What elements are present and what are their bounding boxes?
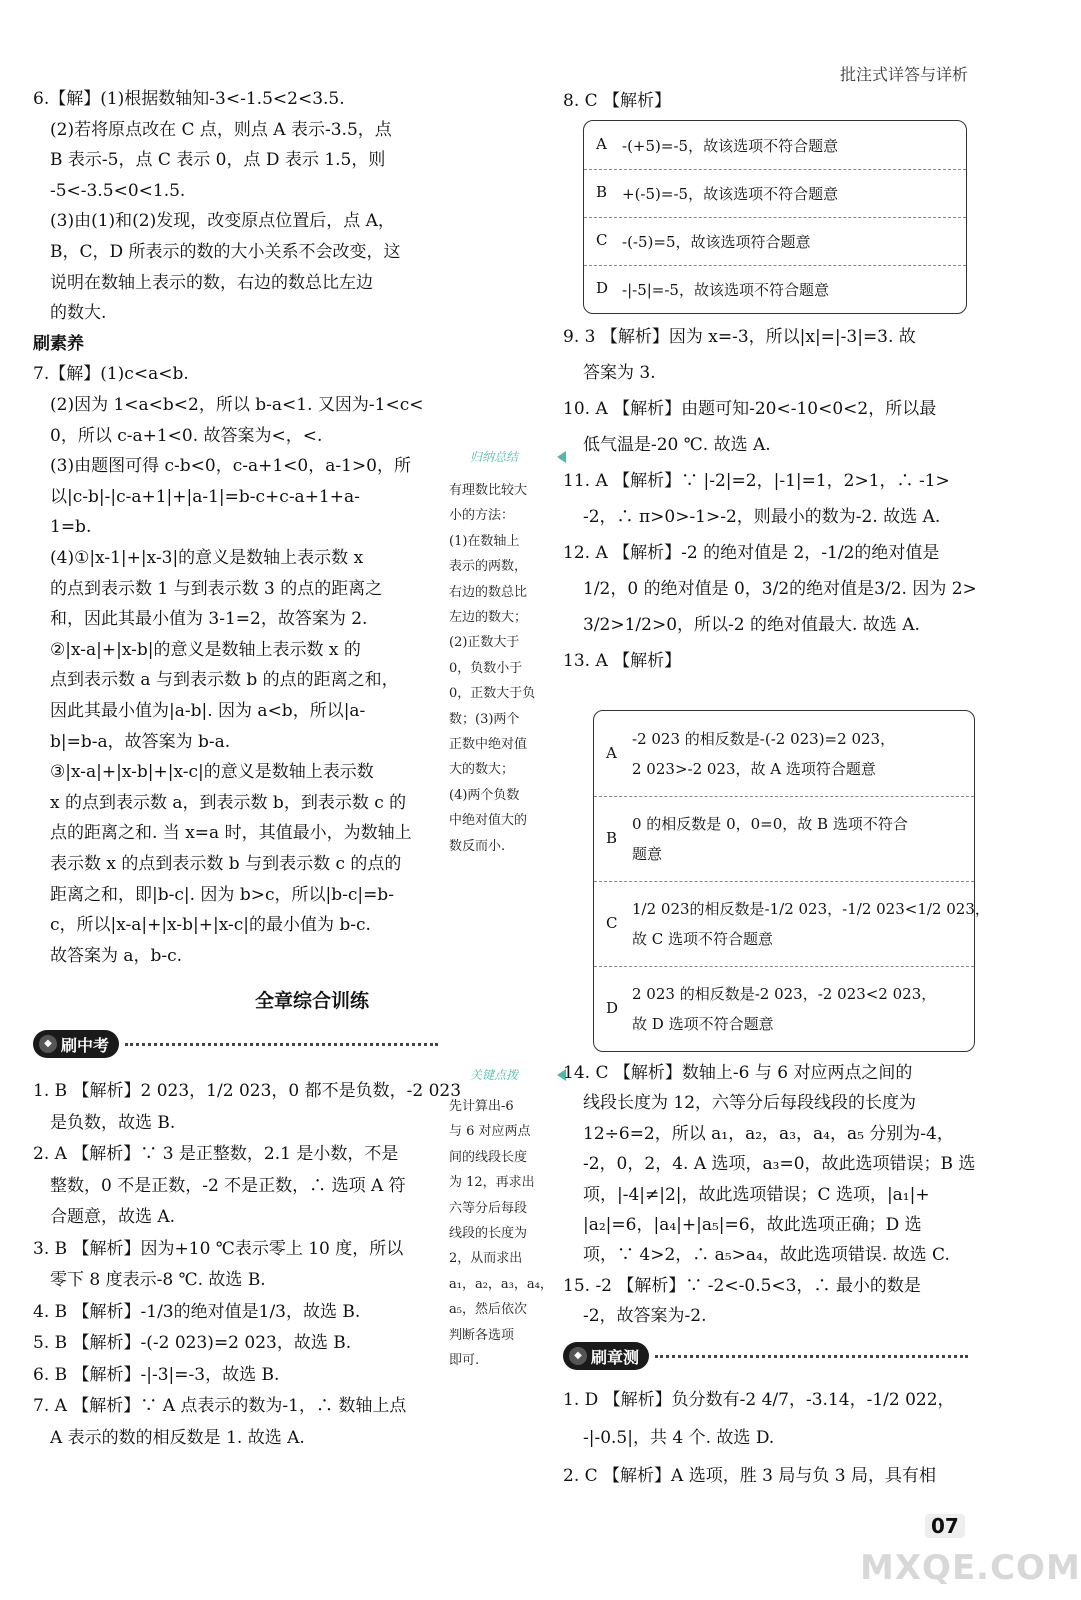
dotted-rule bbox=[655, 1355, 968, 1358]
watermark-logo: MXQE.COM bbox=[860, 1548, 1081, 1588]
text-line: 说明在数轴上表示的数，右边的数总比左边 bbox=[50, 272, 373, 293]
text-line: 距离之和，即|b-c|. 因为 b>c，所以|b-c|=b- bbox=[50, 884, 394, 905]
text-line: 2. A 【解析】∵ 3 是正整数，2.1 是小数，不是 bbox=[33, 1144, 399, 1164]
option-row bbox=[594, 711, 974, 797]
option-row bbox=[594, 796, 974, 882]
text-line: 2. C 【解析】A 选项，胜 3 局与负 3 局，具有相 bbox=[563, 1466, 936, 1486]
text-line: 14. C 【解析】数轴上-6 与 6 对应两点之间的 bbox=[563, 1063, 913, 1083]
badge-icon: ◆ bbox=[39, 1035, 57, 1053]
text-line: -5<-3.5<0<1.5. bbox=[50, 180, 186, 201]
option-label: B bbox=[596, 183, 608, 201]
text-line: 1. B 【解析】2 023，1/2 023，0 都不是负数，-2 023 bbox=[33, 1081, 462, 1101]
text-line: 整数，0 不是正数，-2 不是正数，∴ 选项 A 符 bbox=[50, 1175, 406, 1196]
text-line: 项，|-4|≠|2|，故此选项错误；C 选项，|a₁|+ bbox=[583, 1184, 930, 1205]
chapter-title: 全章综合训练 bbox=[255, 990, 370, 1012]
note-line: 六等分后每段 bbox=[449, 1200, 528, 1216]
text-line: 刷素养 bbox=[33, 333, 84, 354]
option-row bbox=[594, 881, 990, 967]
note-line: 大的数大； bbox=[449, 762, 515, 778]
option-text: -(+5)=-5，故该选项不符合题意 bbox=[622, 137, 839, 155]
option-row bbox=[584, 217, 966, 266]
text-line: 5. B 【解析】-(-2 023)=2 023，故选 B. bbox=[33, 1333, 352, 1353]
note-line: a₅，然后依次 bbox=[449, 1302, 527, 1318]
text-line: |a₂|=6，|a₄|+|a₅|=6，故此选项正确；D 选 bbox=[583, 1215, 922, 1235]
text-line: 3/2>1/2>0，所以-2 的绝对值最大. 故选 A. bbox=[583, 615, 920, 635]
badge-icon: ◆ bbox=[569, 1347, 587, 1365]
banner-label: 刷中考 bbox=[61, 1035, 110, 1055]
text-line: 的数大. bbox=[50, 303, 107, 324]
text-line: -2，故答案为-2. bbox=[583, 1306, 707, 1327]
text-line: 合题意，故选 A. bbox=[50, 1207, 176, 1227]
note-line: 2，从而求出 bbox=[449, 1251, 523, 1267]
note-line: 0，负数小于 bbox=[449, 660, 523, 676]
text-line: 0，所以 c-a+1<0. 故答案为<，<. bbox=[50, 425, 323, 446]
text-line: -|-0.5|，共 4 个. 故选 D. bbox=[583, 1428, 775, 1448]
option-text: 题意 bbox=[632, 844, 663, 863]
option-text: 故 D 选项不符合题意 bbox=[632, 1014, 774, 1033]
option-text: -2 023 的相反数是-(-2 023)=2 023， bbox=[632, 729, 896, 748]
note-line: (2)正数大于 bbox=[449, 635, 520, 651]
note-line: 即可. bbox=[449, 1353, 480, 1368]
text-line: ②|x-a|+|x-b|的意义是数轴上表示数 x 的 bbox=[50, 639, 361, 660]
text-line: b|=b-a，故答案为 b-a. bbox=[50, 731, 231, 752]
text-line: 3. B 【解析】因为+10 ℃表示零上 10 度，所以 bbox=[33, 1238, 404, 1259]
option-label: C bbox=[596, 231, 608, 249]
text-line: 和，因此其最小值为 3-1=2，故答案为 2. bbox=[50, 609, 368, 630]
option-label: D bbox=[596, 279, 609, 297]
note-line: 为 12，再求出 bbox=[449, 1175, 535, 1191]
text-line: 12. A 【解析】-2 的绝对值是 2，-1/2的绝对值是 bbox=[563, 543, 940, 563]
text-line: 线段长度为 12，六等分后每段线段的长度为 bbox=[583, 1093, 917, 1114]
text-line: 低气温是-20 ℃. 故选 A. bbox=[583, 435, 771, 455]
q8-heading: 8. C 【解析】 bbox=[563, 91, 672, 111]
note-line: (4)两个负数 bbox=[449, 787, 520, 803]
text-line: c，所以|x-a|+|x-b|+|x-c|的最小值为 b-c. bbox=[50, 915, 371, 936]
page-number: 07 bbox=[925, 1514, 965, 1538]
dotted-rule bbox=[125, 1043, 438, 1046]
text-line: 点的距离之和. 当 x=a 时，其值最小，为数轴上 bbox=[50, 823, 412, 844]
text-line: 6. B 【解析】-|-3|=-3，故选 B. bbox=[33, 1364, 280, 1385]
text-line: 以|c-b|-|c-a+1|+|a-1|=b-c+c-a+1+a- bbox=[50, 486, 360, 507]
note-tag-key: 关键点拨 bbox=[470, 1068, 519, 1082]
text-line: 故答案为 a，b-c. bbox=[50, 945, 183, 966]
banner-label: 刷章测 bbox=[591, 1347, 640, 1367]
option-text: 1/2 023的相反数是-1/2 023，-1/2 023<1/2 023， bbox=[632, 899, 990, 918]
note-line: 判断各选项 bbox=[449, 1327, 515, 1343]
note-line: 线段的长度为 bbox=[449, 1226, 528, 1241]
text-line: 9. 3 【解析】因为 x=-3，所以|x|=|-3|=3. 故 bbox=[563, 327, 916, 347]
q13-option-table bbox=[593, 710, 990, 1052]
note-line: 左边的数大； bbox=[449, 610, 528, 625]
text-line: 6.【解】(1)根据数轴知-3<-1.5<2<3.5. bbox=[33, 89, 345, 109]
text-line: 15. -2 【解析】∵ -2<-0.5<3，∴ 最小的数是 bbox=[563, 1275, 921, 1296]
option-row bbox=[584, 121, 966, 170]
note-line: 中绝对值大的 bbox=[449, 813, 528, 829]
option-text: +(-5)=-5，故该选项不符合题意 bbox=[622, 185, 839, 203]
option-text: 0 的相反数是 0，0=0，故 B 选项不符合 bbox=[632, 814, 908, 833]
text-line: 项，∵ 4>2，∴ a₅>a₄，故此选项错误. 故选 C. bbox=[583, 1245, 950, 1266]
note-line: (1)在数轴上 bbox=[449, 533, 520, 549]
option-text: 故 C 选项不符合题意 bbox=[632, 929, 774, 948]
text-line: -2，0，2，4. A 选项，a₃=0，故此选项错误；B 选 bbox=[583, 1154, 976, 1175]
banner-zhongkao bbox=[33, 1030, 438, 1058]
option-row bbox=[594, 966, 974, 1051]
text-line: ③|x-a|+|x-b|+|x-c|的意义是数轴上表示数 bbox=[50, 762, 374, 783]
text-line: (3)由题图可得 c-b<0，c-a+1<0，a-1>0，所 bbox=[50, 456, 411, 477]
note-line: a₁，a₂，a₃，a₄， bbox=[449, 1276, 553, 1292]
note-line: 表示的两数， bbox=[449, 559, 528, 575]
text-line: (2)若将原点改在 C 点，则点 A 表示-3.5，点 bbox=[50, 119, 392, 140]
running-header: 批注式详答与详析 bbox=[839, 65, 968, 84]
note-line: 间的线段长度 bbox=[449, 1149, 528, 1165]
note-line: 数反而小. bbox=[449, 838, 506, 854]
text-line: 因此其最小值为|a-b|. 因为 a<b，所以|a- bbox=[50, 701, 366, 721]
option-text: -(-5)=5，故该选项符合题意 bbox=[622, 233, 811, 251]
text-line: x 的点到表示数 a，到表示数 b，到表示数 c 的 bbox=[50, 792, 407, 813]
text-line: (2)因为 1<a<b<2，所以 b-a<1. 又因为-1<c< bbox=[50, 395, 424, 415]
text-line: 1/2，0 的绝对值是 0，3/2的绝对值是3/2. 因为 2> bbox=[583, 579, 977, 599]
text-line: 答案为 3. bbox=[583, 363, 656, 383]
text-line: -2，∴ π>0>-1>-2，则最小的数为-2. 故选 A. bbox=[583, 507, 941, 527]
option-row bbox=[584, 169, 966, 218]
banner-zhangce bbox=[563, 1342, 968, 1370]
option-text: -|-5|=-5，故该选项不符合题意 bbox=[622, 281, 829, 299]
option-label: A bbox=[606, 743, 617, 762]
option-label: D bbox=[606, 998, 619, 1017]
note-line: 0，正数大于负 bbox=[449, 686, 536, 702]
text-line: 13. A 【解析】 bbox=[563, 651, 682, 671]
option-label: A bbox=[596, 135, 607, 153]
note-line: 数；(3)两个 bbox=[449, 711, 520, 727]
text-line: (4)①|x-1|+|x-3|的意义是数轴上表示数 x bbox=[50, 548, 364, 568]
text-line: 12÷6=2，所以 a₁，a₂，a₃，a₄，a₅ 分别为-4， bbox=[583, 1123, 954, 1144]
option-label: C bbox=[606, 913, 618, 932]
text-line: 4. B 【解析】-1/3的绝对值是1/3，故选 B. bbox=[33, 1301, 361, 1322]
text-line: 7. A 【解析】∵ A 点表示的数为-1，∴ 数轴上点 bbox=[33, 1396, 407, 1416]
note-line: 正数中绝对值 bbox=[449, 737, 528, 752]
text-line: (3)由(1)和(2)发现，改变原点位置后，点 A， bbox=[50, 211, 395, 232]
note-line: 右边的数总比 bbox=[449, 584, 528, 600]
text-line: 的点到表示数 1 与到表示数 3 的点的距离之 bbox=[50, 578, 383, 599]
text-line: 7.【解】(1)c<a<b. bbox=[33, 364, 189, 385]
option-row bbox=[584, 265, 966, 313]
note-arrow-icon bbox=[557, 451, 566, 463]
text-line: A 表示的数的相反数是 1. 故选 A. bbox=[50, 1427, 305, 1448]
text-line: 10. A 【解析】由题可知-20<-10<0<2，所以最 bbox=[563, 399, 937, 419]
note-tag-summary: 归纳总结 bbox=[470, 450, 519, 464]
note-line: 先计算出-6 bbox=[449, 1099, 514, 1114]
text-line: 表示数 x 的点到表示数 b 与到表示数 c 的点的 bbox=[50, 854, 402, 874]
q8-option-table bbox=[583, 120, 967, 314]
option-label: B bbox=[606, 828, 618, 847]
option-text: 2 023>-2 023，故 A 选项符合题意 bbox=[632, 759, 876, 778]
text-line: B 表示-5，点 C 表示 0，点 D 表示 1.5，则 bbox=[50, 150, 386, 171]
note-line: 与 6 对应两点 bbox=[449, 1124, 531, 1140]
note-line: 有理数比较大 bbox=[449, 483, 528, 498]
text-line: 1=b. bbox=[50, 517, 92, 538]
text-line: 11. A 【解析】∵ |-2|=2，|-1|=1，2>1，∴ -1> bbox=[563, 471, 950, 491]
text-line: 是负数，故选 B. bbox=[50, 1112, 176, 1133]
text-line: 点到表示数 a 与到表示数 b 的点的距离之和， bbox=[50, 670, 399, 691]
text-line: 1. D 【解析】负分数有-2 4/7，-3.14，-1/2 022， bbox=[563, 1390, 955, 1410]
note-line: 小的方法： bbox=[449, 508, 515, 524]
text-line: 零下 8 度表示-8 ℃. 故选 B. bbox=[50, 1270, 266, 1290]
text-line: B，C，D 所表示的数的大小关系不会改变，这 bbox=[50, 242, 401, 262]
option-text: 2 023 的相反数是-2 023，-2 023<2 023， bbox=[632, 984, 937, 1003]
